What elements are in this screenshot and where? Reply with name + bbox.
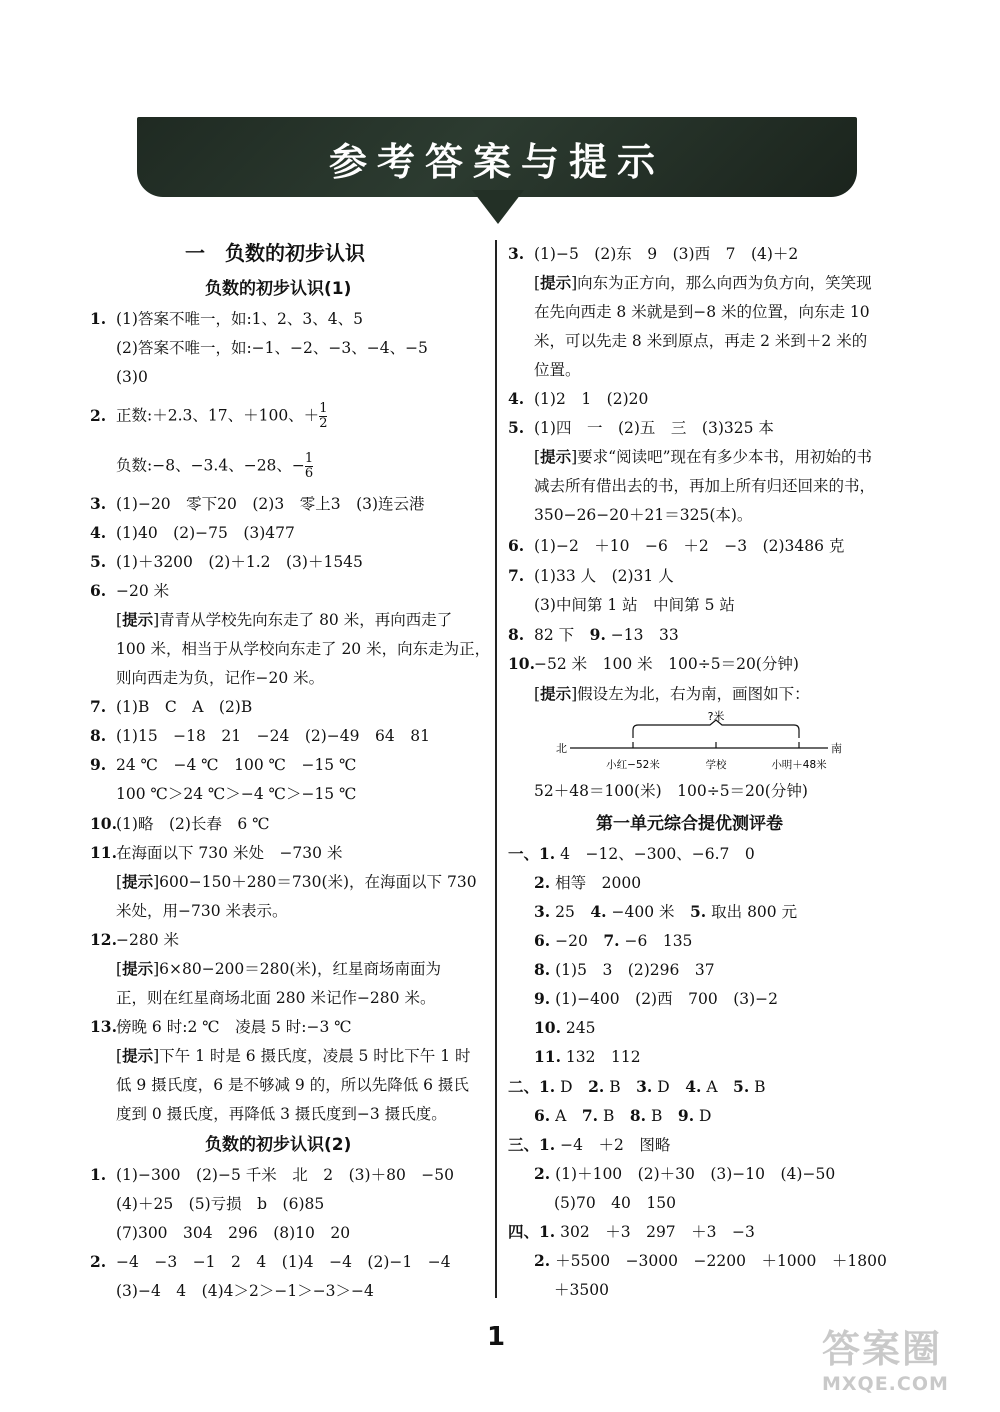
answer-line: 7. (1)B C A (2)B bbox=[90, 697, 253, 716]
answer-line: ＋3500 bbox=[554, 1281, 609, 1299]
section-title: 第一单元综合提优测评卷 bbox=[596, 814, 783, 834]
answer-line: (4)＋25 (5)亏损 b (6)85 bbox=[116, 1195, 325, 1213]
answer-line: 10.(1)略 (2)长春 6 ℃ bbox=[90, 814, 270, 833]
answer-line: 3. 25 4. −400 米 5. 取出 800 元 bbox=[534, 902, 798, 921]
watermark-url: MXQE.COM bbox=[822, 1373, 949, 1395]
answer-line: 5. (1)四 一 (2)五 三 (3)325 本 bbox=[508, 418, 774, 437]
hint-line: [提示]下午 1 时是 6 摄氏度，凌晨 5 时比下午 1 时 bbox=[116, 1047, 471, 1065]
hint-line: 350−26−20＋21＝325(本)。 bbox=[534, 506, 753, 524]
answer-line: 6. −20 米 bbox=[90, 581, 170, 600]
number-line-diagram bbox=[538, 708, 868, 776]
answer-line: (2)答案不唯一，如:−1、−2、−3、−4、−5 bbox=[116, 339, 428, 357]
answer-line: 2. 正数:＋2.3、17、＋100、＋ $\frac{1}{2}$ bbox=[90, 401, 328, 431]
answer-line: 1. (1)−300 (2)−5 千米 北 2 (3)＋80 −50 bbox=[90, 1165, 455, 1184]
answer-line: 52＋48＝100(米) 100÷5＝20(分钟) bbox=[534, 782, 808, 800]
answer-line: 13.傍晚 6 时:2 ℃ 凌晨 5 时:−3 ℃ bbox=[90, 1017, 352, 1036]
answer-line: 负数:−8、−3.4、−28、− $\frac{1}{6}$ bbox=[116, 451, 314, 481]
answer-line: 1. (1)答案不唯一，如:1、2、3、4、5 bbox=[90, 309, 363, 328]
title-banner bbox=[137, 117, 857, 197]
answer-line: 10. 245 bbox=[534, 1018, 596, 1037]
hint-line: [提示]600−150＋280＝730(米)，在海面以下 730 bbox=[116, 873, 477, 891]
diagram-point-label: 小明＋48米 bbox=[771, 759, 827, 771]
answer-line: 3. (1)−5 (2)东 9 (3)西 7 (4)＋2 bbox=[508, 244, 799, 263]
chapter-title: 一 负数的初步认识 bbox=[185, 241, 365, 265]
hint-line: [提示]青青从学校先向东走了 80 米，再向西走了 bbox=[116, 611, 453, 629]
page-title: 参考答案与提示 bbox=[328, 140, 665, 184]
answer-line: 12.−280 米 bbox=[90, 930, 179, 949]
answer-line: 2. (1)＋100 (2)＋30 (3)−10 (4)−50 bbox=[534, 1164, 836, 1183]
answer-line: 6. A 7. B 8. B 9. D bbox=[534, 1106, 712, 1125]
answer-line: 7. (1)33 人 (2)31 人 bbox=[508, 566, 674, 585]
hint-line: 减去所有借出去的书，再加上所有归还回来的书， bbox=[534, 477, 876, 495]
page-number: 1 bbox=[487, 1322, 506, 1352]
answer-line: 3. (1)−20 零下20 (2)3 零上3 (3)连云港 bbox=[90, 494, 425, 513]
answer-line: 6. −20 7. −6 135 bbox=[534, 931, 693, 950]
diagram-point-label: 小红−52米 bbox=[606, 759, 660, 771]
answer-line: 2. ＋5500 −3000 −2200 ＋1000 ＋1800 bbox=[534, 1251, 887, 1270]
diagram-point-label: 学校 bbox=[705, 759, 727, 771]
hint-line: [提示]向东为正方向，那么向西为负方向，笑笑现 bbox=[534, 274, 872, 292]
hint-line: 度到 0 摄氏度，再降低 3 摄氏度到−3 摄氏度。 bbox=[116, 1105, 447, 1123]
hint-line: [提示]假设左为北，右为南，画图如下： bbox=[534, 685, 810, 703]
hint-line: 位置。 bbox=[534, 361, 581, 379]
hint-line: [提示]要求“阅读吧”现在有多少本书，用初始的书 bbox=[534, 448, 872, 466]
answer-line: 8. (1)5 3 (2)296 37 bbox=[534, 960, 715, 979]
hint-line: 100 米，相当于从学校向东走了 20 米，向东走为正， bbox=[116, 640, 491, 658]
answer-line: 6. (1)−2 ＋10 −6 ＋2 −3 (2)3486 克 bbox=[508, 536, 845, 555]
answer-line: 2. 相等 2000 bbox=[534, 873, 642, 892]
section-title: 负数的初步认识(1) bbox=[205, 279, 352, 299]
answer-line: (7)300 304 296 (8)10 20 bbox=[116, 1224, 351, 1242]
answer-line: 9. (1)−400 (2)西 700 (3)−2 bbox=[534, 989, 778, 1008]
watermark-text: 答案圈 bbox=[822, 1327, 943, 1371]
diagram-brace-label: ?米 bbox=[707, 710, 725, 723]
answer-line: 100 ℃＞24 ℃＞−4 ℃＞−15 ℃ bbox=[116, 785, 357, 803]
hint-line: 米处，用−730 米表示。 bbox=[116, 902, 288, 920]
hint-line: 在先向西走 8 米就是到−8 米的位置，向东走 10 bbox=[534, 303, 870, 321]
answer-line: 四、1. 302 ＋3 297 ＋3 −3 bbox=[508, 1222, 755, 1241]
answer-line: 11.在海面以下 730 米处 −730 米 bbox=[90, 843, 343, 862]
hint-line: 正，则在红星商场北面 280 米记作−280 米。 bbox=[116, 989, 436, 1007]
fraction: $\frac{1}{6}$ bbox=[304, 451, 314, 481]
hint-line: 则向西走为负，记作−20 米。 bbox=[116, 669, 325, 687]
answer-line: (3)0 bbox=[116, 368, 148, 386]
banner-notch bbox=[472, 190, 524, 224]
diagram-south-label: 南 bbox=[831, 742, 842, 755]
column-divider bbox=[495, 240, 497, 1298]
answer-line: (3)−4 4 (4)4＞2＞−1＞−3＞−4 bbox=[116, 1282, 374, 1300]
hint-line: 米，可以先走 8 米到原点，再走 2 米到＋2 米的 bbox=[534, 332, 868, 350]
answer-line: 三、1. −4 ＋2 图略 bbox=[508, 1135, 671, 1154]
answer-line: 二、1. D 2. B 3. D 4. A 5. B bbox=[508, 1077, 766, 1096]
answer-line: 4. (1)2 1 (2)20 bbox=[508, 389, 649, 408]
watermark-logo bbox=[822, 1318, 982, 1400]
answer-line: (3)中间第 1 站 中间第 5 站 bbox=[534, 596, 735, 614]
section-title: 负数的初步认识(2) bbox=[205, 1135, 352, 1155]
fraction: $\frac{1}{2}$ bbox=[319, 401, 328, 431]
answer-line: 2. −4 −3 −1 2 4 (1)4 −4 (2)−1 −4 bbox=[90, 1252, 451, 1271]
answer-line: 8. 82 下 9. −13 33 bbox=[508, 625, 679, 644]
answer-line: 11. 132 112 bbox=[534, 1047, 641, 1066]
answer-line: 9. 24 ℃ −4 ℃ 100 ℃ −15 ℃ bbox=[90, 755, 357, 774]
answer-line: 10.−52 米 100 米 100÷5＝20(分钟) bbox=[508, 654, 799, 673]
answer-line: 8. (1)15 −18 21 −24 (2)−49 64 81 bbox=[90, 726, 430, 745]
answer-line: (5)70 40 150 bbox=[554, 1194, 676, 1212]
hint-line: 低 9 摄氏度，6 是不够减 9 的，所以先降低 6 摄氏 bbox=[116, 1076, 469, 1094]
answer-line: 5. (1)＋3200 (2)＋1.2 (3)＋1545 bbox=[90, 552, 363, 571]
diagram-north-label: 北 bbox=[556, 742, 567, 755]
hint-line: [提示]6×80−200＝280(米)，红星商场南面为 bbox=[116, 960, 441, 978]
answer-line: 4. (1)40 (2)−75 (3)477 bbox=[90, 523, 295, 542]
answer-line: 一、1. 4 −12、−300、−6.7 0 bbox=[508, 844, 755, 863]
